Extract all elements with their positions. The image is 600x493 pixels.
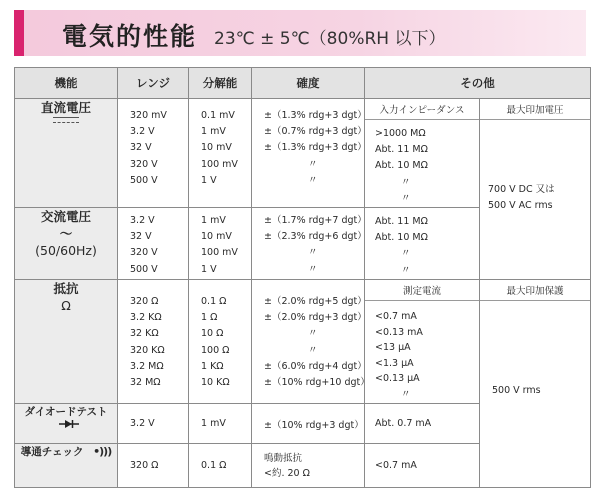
acv-range: 320 V: [130, 247, 158, 259]
dcv-resolution: 10 mV: [201, 142, 232, 154]
dcv-accuracy: 〃: [308, 158, 318, 170]
continuity-range-cell: [118, 444, 189, 488]
function-continuity: [15, 444, 118, 488]
ohm-resolution: 10 KΩ: [201, 377, 230, 389]
acv-resolution: 100 mV: [201, 247, 238, 259]
acv-resolution: 10 mV: [201, 231, 232, 243]
dcv-accuracy-cell: [252, 99, 365, 208]
ohm-current: 〃: [401, 388, 411, 400]
acv-range: 32 V: [130, 231, 152, 243]
impedance-header: 入力インピーダンス: [365, 99, 479, 120]
header-resolution: 分解能: [189, 68, 252, 99]
ohm-accuracy-cell: [252, 280, 370, 404]
ohm-symbol: Ω: [61, 298, 71, 314]
ohm-range: 32 KΩ: [130, 328, 159, 340]
dcv-label: 直流電圧: [40, 100, 91, 115]
ohm-accuracy: 〃: [308, 328, 318, 340]
max-voltage-cell: [480, 99, 591, 280]
diode-range-cell: [118, 404, 189, 444]
acv-accuracy: ±（1.7% rdg+7 dgt）: [264, 215, 367, 227]
diode-icon: [59, 419, 79, 432]
diode-accuracy: ±（10% rdg+3 dgt）: [264, 419, 364, 431]
function-resistance: [15, 280, 118, 404]
ohm-range: 320 KΩ: [130, 344, 165, 356]
acv-accuracy: 〃: [308, 247, 318, 259]
dcv-resolution: 1 V: [201, 174, 217, 186]
row-resistance: [15, 280, 591, 404]
ohm-range: 32 MΩ: [130, 377, 161, 389]
ohm-current: <0.13 mA: [375, 326, 423, 338]
dcv-accuracy: ±（0.7% rdg+3 dgt）: [264, 126, 367, 138]
diode-range: 3.2 V: [130, 418, 155, 430]
page-title: 電気的性能: [62, 22, 198, 51]
dcv-range: 320 mV: [130, 110, 167, 121]
page-subtitle: 23℃ ± 5℃（80%RH 以下）: [214, 29, 446, 49]
dcv-resolution-cell: [189, 99, 252, 208]
acv-resolution: 1 mV: [201, 215, 226, 227]
ohm-range: 3.2 KΩ: [130, 312, 162, 324]
ohm-range: 3.2 MΩ: [130, 360, 164, 372]
ohm-resolution: 0.1 Ω: [201, 296, 227, 308]
acv-impedance: 〃: [401, 264, 411, 276]
continuity-label: 導通チェック: [20, 446, 84, 459]
dcv-accuracy: ±（1.3% rdg+3 dgt）: [264, 110, 367, 121]
ohm-current: <0.13 μA: [375, 373, 420, 385]
function-ac-voltage: [15, 208, 118, 280]
dcv-impedance: 〃: [401, 176, 411, 188]
acv-accuracy: 〃: [308, 263, 318, 275]
ohm-accuracy: ±（2.0% rdg+5 dgt）: [264, 296, 367, 308]
acv-resolution-cell: [189, 208, 252, 280]
ohm-label: 抵抗: [53, 281, 79, 297]
max-protect-value: 500 V rms: [492, 385, 541, 397]
dcv-resolution: 100 mV: [201, 158, 238, 170]
title-accent: [14, 10, 24, 56]
dcv-range: 3.2 V: [130, 126, 155, 138]
ohm-current: <1.3 μA: [375, 357, 414, 369]
header-range: レンジ: [118, 68, 189, 99]
continuity-other-cell: [365, 444, 480, 488]
max-protect-cell: [480, 280, 591, 488]
function-diode: [15, 404, 118, 444]
current-header: 測定電流: [365, 280, 479, 301]
dcv-impedance: Abt. 10 MΩ: [375, 160, 428, 172]
spec-table: [14, 67, 591, 488]
acv-accuracy-cell: [252, 208, 365, 280]
ohm-current: <13 μA: [375, 342, 411, 354]
max-protect-header: 最大印加保護: [480, 280, 590, 301]
diode-label: ダイオードテスト: [24, 406, 108, 419]
max-voltage-header: 最大印加電圧: [480, 99, 590, 120]
acv-impedance: 〃: [401, 248, 411, 260]
dc-symbol-solid: [53, 117, 79, 118]
dcv-range: 500 V: [130, 174, 158, 186]
acv-range: 3.2 V: [130, 215, 155, 227]
dcv-resolution: 0.1 mV: [201, 110, 235, 121]
continuity-accuracy-cell: [252, 444, 365, 488]
ohm-accuracy: 〃: [308, 344, 318, 356]
acv-range-cell: [118, 208, 189, 280]
continuity-accuracy-line2: <約. 20 Ω: [264, 467, 310, 479]
dcv-accuracy: 〃: [308, 174, 318, 186]
max-voltage-line1: 700 V DC 又は: [488, 184, 555, 195]
ohm-resolution: 1 KΩ: [201, 360, 224, 372]
acv-accuracy: ±（2.3% rdg+6 dgt）: [264, 231, 367, 243]
acv-frequency: (50/60Hz): [35, 243, 97, 259]
row-dc-voltage: [15, 99, 591, 208]
continuity-range: 320 Ω: [130, 460, 159, 472]
dc-symbol-dashed: [53, 122, 79, 123]
dcv-impedance: Abt. 11 MΩ: [375, 144, 428, 156]
continuity-other: <0.7 mA: [375, 460, 417, 472]
acv-resolution: 1 V: [201, 263, 217, 275]
buzzer-icon: •))): [93, 445, 112, 459]
ohm-accuracy: ±（6.0% rdg+4 dgt）: [264, 360, 367, 372]
acv-impedance: Abt. 11 MΩ: [375, 216, 428, 228]
diode-accuracy-cell: [252, 404, 365, 444]
ohm-range-cell: [118, 280, 189, 404]
diode-resolution-cell: [189, 404, 252, 444]
acv-impedance-cell: [365, 208, 480, 280]
dcv-impedance: 〃: [401, 192, 411, 204]
dcv-accuracy: ±（1.3% rdg+3 dgt）: [264, 142, 367, 154]
dcv-impedance-cell: [365, 99, 480, 208]
diode-other-cell: [365, 404, 480, 444]
continuity-resolution-cell: [189, 444, 252, 488]
acv-range: 500 V: [130, 263, 158, 275]
header-accuracy: 確度: [252, 68, 365, 99]
max-voltage-line2: 500 V AC rms: [488, 200, 553, 211]
header-function: 機能: [15, 68, 118, 99]
function-dc-voltage: [15, 99, 118, 208]
dcv-range: 32 V: [130, 142, 152, 154]
ohm-resolution: 100 Ω: [201, 344, 230, 356]
acv-symbol: 〜: [59, 226, 73, 242]
dcv-range: 320 V: [130, 158, 158, 170]
ohm-current: <0.7 mA: [375, 311, 417, 323]
acv-impedance: Abt. 10 MΩ: [375, 232, 428, 244]
dcv-resolution: 1 mV: [201, 126, 226, 138]
diode-other: Abt. 0.7 mA: [375, 418, 432, 430]
dcv-impedance: >1000 MΩ: [375, 128, 426, 139]
dcv-range-cell: [118, 99, 189, 208]
header-row: [15, 68, 591, 99]
ohm-resolution: 10 Ω: [201, 328, 224, 340]
ohm-resolution: 1 Ω: [201, 312, 218, 324]
ohm-accuracy: ±（2.0% rdg+3 dgt）: [264, 312, 367, 324]
ohm-range: 320 Ω: [130, 296, 159, 308]
continuity-resolution: 0.1 Ω: [201, 460, 227, 472]
header-other: その他: [365, 68, 591, 99]
acv-label: 交流電圧: [40, 209, 91, 225]
ohm-current-cell: [365, 280, 480, 404]
continuity-accuracy-line1: 鳴動抵抗: [264, 452, 303, 464]
ohm-resolution-cell: [189, 280, 252, 404]
diode-resolution: 1 mV: [201, 418, 226, 430]
ohm-accuracy: ±（10% rdg+10 dgt）: [264, 377, 370, 389]
